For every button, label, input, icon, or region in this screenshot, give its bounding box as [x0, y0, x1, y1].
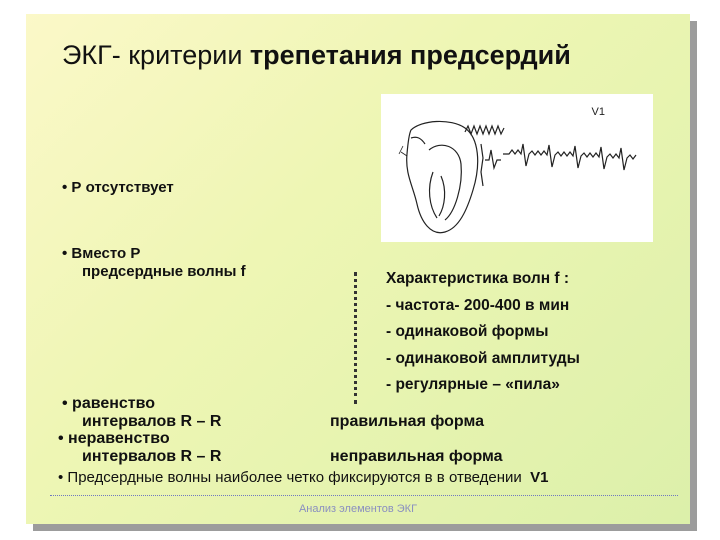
footer-text: Анализ элементов ЭКГ: [298, 503, 418, 515]
equal-result: правильная форма: [330, 413, 484, 430]
ecg-lead-label: V1: [591, 106, 605, 118]
f-wave-characteristics: [386, 266, 580, 399]
characteristic-item: - частота- 200-400 в мин: [386, 296, 570, 314]
characteristic-item: - одинаковой формы: [386, 323, 549, 340]
bullet-equal-cont: интервалов R – R: [82, 413, 222, 430]
unequal-result: неправильная форма: [330, 448, 503, 465]
characteristic-item: - регулярные – «пила»: [386, 376, 560, 393]
bullet-instead-p-cont: предсердные волны f: [82, 263, 246, 280]
lead-note-v1: V1: [530, 469, 549, 486]
slide: [26, 14, 690, 524]
title-normal: ЭКГ- критерии: [62, 40, 250, 70]
bullet-equal: • равенство: [62, 395, 156, 412]
heart-ecg-drawing: [381, 94, 653, 242]
slide-title: [62, 40, 571, 71]
footer-divider: [50, 495, 678, 496]
bullet-p-absent: • Р отсутствует: [62, 179, 174, 196]
bullet-instead-p: • Вместо Р: [62, 245, 141, 262]
characteristics-heading: Характеристика волн f :: [386, 270, 569, 287]
lead-note-text: • Предсердные волны наиболее четко фиксируются в в отведении: [58, 469, 522, 486]
bullet-lead-note: [58, 469, 548, 487]
dotted-separator: [354, 272, 357, 404]
ecg-illustration: [381, 94, 653, 242]
bullet-unequal: • неравенство: [58, 430, 170, 447]
title-bold: трепетания предсердий: [249, 40, 571, 70]
bullet-unequal-cont: интервалов R – R: [82, 448, 222, 465]
characteristic-item: - одинаковой амплитуды: [386, 349, 580, 367]
